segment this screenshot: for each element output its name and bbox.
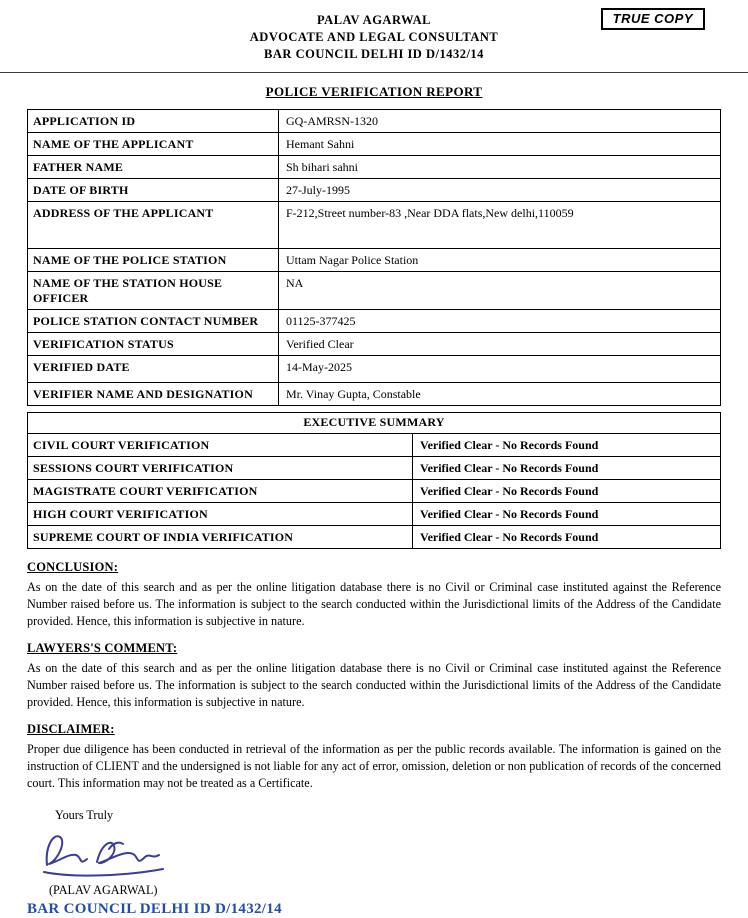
- disclaimer-heading: DISCLAIMER:: [27, 722, 115, 736]
- disclaimer-section: [27, 722, 721, 792]
- true-copy-label: TRUE COPY: [612, 11, 693, 26]
- executive-summary-header: EXECUTIVE SUMMARY: [303, 415, 445, 429]
- signoff-block: [27, 808, 721, 918]
- table-row-supreme-court: [28, 525, 720, 548]
- row-value: Uttam Nagar Police Station: [286, 253, 419, 267]
- lawyers-comment-heading: LAWYERS'S COMMENT:: [27, 641, 178, 655]
- table-row-verification-status: [28, 332, 720, 355]
- row-value: 01125-377425: [286, 314, 356, 328]
- handwritten-signature-icon: [39, 825, 179, 883]
- row-label: SUPREME COURT OF INDIA VERIFICATION: [28, 526, 413, 548]
- row-value: GQ-AMRSN-1320: [286, 114, 379, 128]
- footer-bar-council-id: BAR COUNCIL DELHI ID D/1432/14: [27, 901, 282, 917]
- row-value: Verified Clear: [286, 337, 354, 351]
- advocate-name: PALAV AGARWAL: [316, 13, 432, 27]
- table-row-magistrate-court: [28, 479, 720, 502]
- row-value: NA: [286, 276, 304, 290]
- lawyers-comment-section: [27, 641, 721, 711]
- row-label: APPLICATION ID: [28, 110, 279, 132]
- row-value: 14-May-2025: [286, 360, 352, 374]
- signature-image: [39, 825, 721, 883]
- row-label: CIVIL COURT VERIFICATION: [28, 434, 413, 456]
- row-value: Verified Clear - No Records Found: [420, 507, 599, 521]
- true-copy-stamp: [601, 8, 705, 30]
- row-label: VERIFIED DATE: [28, 356, 279, 382]
- row-value: Sh bihari sahni: [286, 160, 358, 174]
- signature-name: (PALAV AGARWAL): [49, 883, 158, 897]
- table-row-sessions-court: [28, 456, 720, 479]
- conclusion-body: As on the date of this search and as per the online litigation database there is no Civil or Criminal case instituted against the Reference Number raised before us. The information is subject to the search conducted within the Jurisdictional limits of the Address of the Candidate provided. Hence, this information is subjective in nature.: [27, 580, 721, 628]
- table-row-station-house-officer: [28, 271, 720, 309]
- lawyers-comment-body: As on the date of this search and as per the online litigation database there is no Civil or Criminal case instituted against the Reference Number raised before us. The information is subject to the search conducted within the Jurisdictional limits of the Address of the Candidate provided. Hence, this information is subjective in nature.: [27, 661, 721, 709]
- row-label: DATE OF BIRTH: [28, 179, 279, 201]
- row-label: POLICE STATION CONTACT NUMBER: [28, 310, 279, 332]
- executive-summary-table: [27, 412, 721, 549]
- row-value: Verified Clear - No Records Found: [420, 484, 599, 498]
- disclaimer-body: Proper due diligence has been conducted in retrieval of the information as per the public records available. The information is gained on the instruction of CLIENT and the undersigned is not liable for any act of error, omission, deletion or non publication of records of the concerned court. This information may not be treated as a Certificate.: [27, 742, 721, 790]
- row-label: HIGH COURT VERIFICATION: [28, 503, 413, 525]
- row-label: NAME OF THE POLICE STATION: [28, 249, 279, 271]
- document-body: [0, 84, 748, 918]
- row-value: 27-July-1995: [286, 183, 350, 197]
- table-row-civil-court: [28, 433, 720, 456]
- table-row-applicant-name: [28, 132, 720, 155]
- row-label: ADDRESS OF THE APPLICANT: [28, 202, 279, 248]
- row-label: FATHER NAME: [28, 156, 279, 178]
- row-value: Mr. Vinay Gupta, Constable: [286, 387, 421, 401]
- table-row-application-id: [28, 110, 720, 132]
- conclusion-heading: CONCLUSION:: [27, 560, 119, 574]
- row-label: VERIFIER NAME AND DESIGNATION: [28, 383, 279, 405]
- row-label: NAME OF THE STATION HOUSE OFFICER: [28, 272, 279, 309]
- row-value: Hemant Sahni: [286, 137, 355, 151]
- document-title: POLICE VERIFICATION REPORT: [265, 84, 483, 99]
- row-value: Verified Clear - No Records Found: [420, 461, 599, 475]
- table-row-date-of-birth: [28, 178, 720, 201]
- table-row-verifier-name: [28, 382, 720, 405]
- row-label: VERIFICATION STATUS: [28, 333, 279, 355]
- row-value: Verified Clear - No Records Found: [420, 438, 599, 452]
- table-row-father-name: [28, 155, 720, 178]
- bar-council-id: BAR COUNCIL DELHI ID D/1432/14: [264, 47, 484, 61]
- row-label: MAGISTRATE COURT VERIFICATION: [28, 480, 413, 502]
- table-row-station-contact: [28, 309, 720, 332]
- row-value: F-212,Street number-83 ,Near DDA flats,New delhi,110059: [286, 206, 574, 220]
- row-label: SESSIONS COURT VERIFICATION: [28, 457, 413, 479]
- applicant-details-table: [27, 109, 721, 406]
- table-row-police-station: [28, 248, 720, 271]
- header-divider: [0, 72, 748, 73]
- table-row-verified-date: [28, 355, 720, 382]
- conclusion-section: [27, 560, 721, 630]
- yours-truly: Yours Truly: [55, 808, 114, 822]
- table-row-high-court: [28, 502, 720, 525]
- row-label: NAME OF THE APPLICANT: [28, 133, 279, 155]
- table-row-address: [28, 201, 720, 248]
- row-value: Verified Clear - No Records Found: [420, 530, 599, 544]
- advocate-designation: ADVOCATE AND LEGAL CONSULTANT: [249, 30, 499, 44]
